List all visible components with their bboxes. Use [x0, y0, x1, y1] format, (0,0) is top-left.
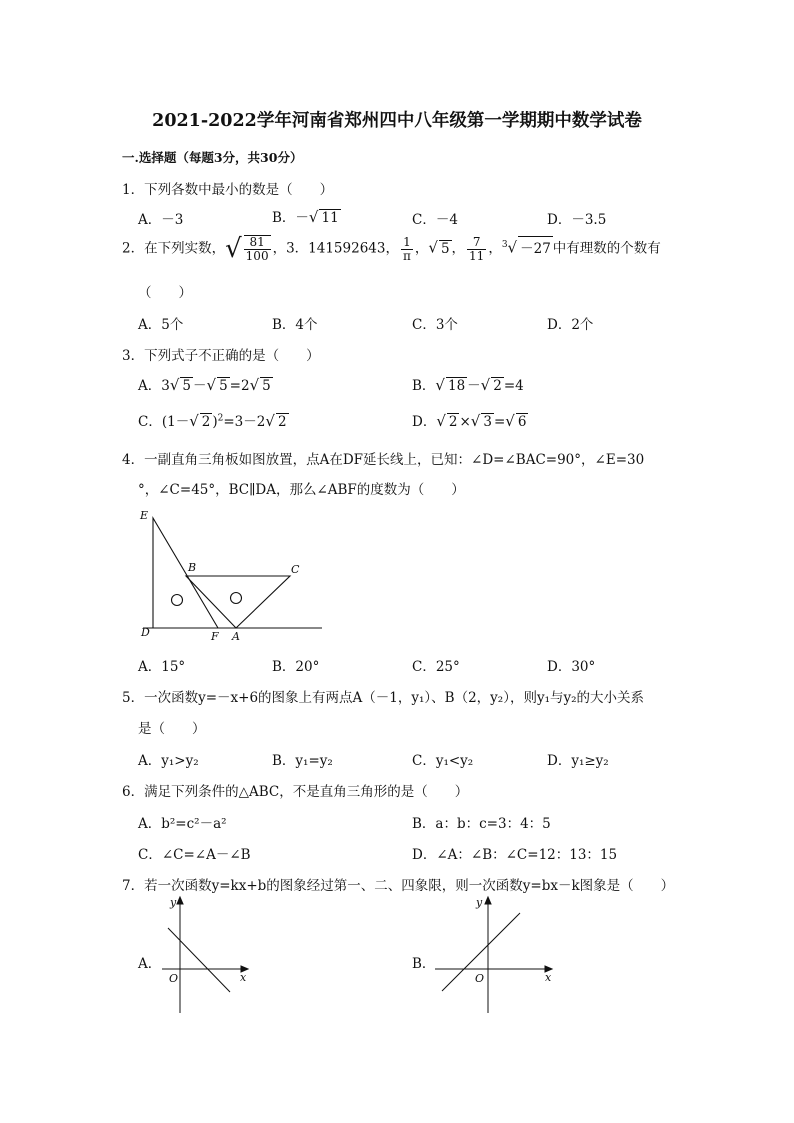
y-arrow-icon [485, 897, 491, 904]
text: ) [212, 414, 218, 430]
radicand: 2 [277, 414, 287, 430]
text: =2 [229, 378, 250, 394]
radicand: 6 [517, 414, 527, 430]
denominator: 100 [245, 249, 269, 263]
radicand: 2 [201, 414, 211, 430]
q2-text: ，3．141592643， [272, 240, 399, 257]
q4-option-d: D．30° [547, 659, 596, 675]
q1-stem: 1．下列各数中最小的数是（ ） [122, 182, 334, 198]
option-label: C． [138, 414, 162, 430]
q4-option-c: C．25° [412, 659, 460, 675]
q3-option-a [138, 374, 273, 394]
text: － [467, 378, 481, 394]
q2-fraction-1 [244, 235, 271, 263]
q2-suffix: 中有理数的个数有 [552, 240, 661, 257]
x-label: x [240, 971, 247, 984]
q7-option-b-label: B． [412, 956, 436, 972]
q5-option-d: D．y₁≥y₂ [547, 753, 609, 769]
hole-circle [172, 595, 183, 606]
radical-icon: √ [436, 412, 446, 430]
option-label: D． [412, 414, 437, 430]
q1-option-c: C．－4 [412, 212, 458, 228]
q2-text: ， [488, 240, 502, 257]
radical-icon: √ [308, 208, 319, 226]
denominator: π [402, 248, 411, 263]
q5-option-c: C．y₁<y₂ [412, 753, 474, 769]
label-a: A [232, 630, 240, 643]
radicand: 2 [493, 378, 502, 394]
section-heading: 一.选择题（每题3分，共30分） [122, 150, 303, 165]
q2-sqrt5: 5 [440, 240, 450, 257]
q2-option-c: C．3个 [412, 317, 458, 333]
q6-option-b: B．a：b：c=3：4：5 [412, 816, 551, 832]
radical-icon: √ [169, 376, 180, 394]
q2-text: ， [414, 240, 429, 257]
radicand: 2 [448, 414, 458, 430]
text: － [193, 378, 207, 394]
q7-graph-b [430, 893, 560, 1018]
cube-root-index: 3 [501, 240, 508, 250]
y-label: y [476, 896, 483, 909]
q1-option-b [272, 206, 341, 226]
radicand: 5 [219, 378, 228, 394]
q1-b-prefix: B．－ [272, 210, 309, 226]
q1-b-radicand: 11 [321, 210, 339, 226]
q2-option-b: B．4个 [272, 317, 318, 333]
triangle-edf [153, 518, 218, 628]
q1-option-d: D．－3.5 [547, 212, 607, 228]
radicand: 3 [483, 414, 492, 430]
radical-icon: √ [206, 376, 217, 394]
label-d: D [141, 626, 150, 639]
exponent: 2 [217, 413, 224, 424]
numerator: 1 [401, 236, 413, 250]
numerator: 81 [244, 236, 271, 250]
triangle-bac [186, 576, 290, 628]
q5-line2: 是（ ） [138, 721, 206, 737]
q6-option-a: A．b²=c²－a² [138, 816, 227, 832]
q2-paren: （ ） [138, 285, 192, 301]
x-label: x [545, 971, 552, 984]
q6-stem: 6．满足下列条件的△ABC，不是直角三角形的是（ ） [122, 784, 469, 800]
q7-stem: 7．若一次函数y=kx+b的图象经过第一、二、四象限，则一次函数y=bx－k图象是（ ） [122, 878, 675, 894]
hole-circle [231, 593, 242, 604]
q2-cube-radicand: －27 [518, 236, 553, 257]
q5-line1: 5．一次函数y=－x+6的图象上有两点A（－1，y₁）、B（2，y₂），则y₁与y₂的大小关系 [122, 690, 645, 706]
page-title: 2021-2022学年河南省郑州四中八年级第一学期期中数学试卷 [152, 111, 642, 131]
radical-icon: √ [189, 412, 199, 430]
q4-triangle-figure [130, 500, 330, 648]
q2-stem [122, 234, 661, 264]
text: = [493, 414, 506, 430]
radical-icon: √ [225, 234, 242, 264]
radical-icon: √ [507, 238, 518, 257]
radical-icon: √ [435, 376, 445, 394]
option-label: B． [412, 378, 436, 394]
q4-option-b: B．20° [272, 659, 320, 675]
q3-option-d [412, 410, 528, 430]
text: 3 [161, 378, 170, 394]
radicand: 5 [262, 378, 271, 394]
y-arrow-icon [177, 897, 183, 904]
label-e: E [140, 509, 149, 522]
q4-line1: 4．一副直角三角板如图放置，点A在DF延长线上，已知：∠D=∠BAC=90°，∠E=30 [122, 452, 645, 468]
q3-stem: 3．下列式子不正确的是（ ） [122, 348, 320, 364]
text: =4 [503, 378, 524, 394]
q1-option-a: A．－3 [138, 212, 184, 228]
q2-fraction-2 [401, 236, 413, 263]
q3-option-b [412, 374, 524, 394]
radical-icon: √ [470, 412, 481, 430]
q2-option-a: A．5个 [138, 317, 184, 333]
radical-icon: √ [480, 376, 491, 394]
option-label: A． [138, 378, 162, 394]
q6-option-d: D．∠A：∠B：∠C=12：13：15 [412, 847, 618, 863]
radicand: 18 [447, 378, 466, 394]
label-c: C [291, 563, 300, 576]
numerator: 7 [467, 236, 486, 250]
q2-text: ， [451, 240, 466, 257]
q5-option-b: B．y₁=y₂ [272, 753, 333, 769]
q2-fraction-3 [467, 236, 486, 263]
q7-option-a-label: A． [138, 956, 162, 972]
q4-line2: °，∠C=45°，BC∥DA，那么∠ABF的度数为（ ） [138, 482, 465, 498]
radicand: 5 [182, 378, 191, 394]
radical-icon: √ [265, 412, 275, 430]
q2-option-d: D．2个 [547, 317, 594, 333]
label-b: B [188, 561, 197, 574]
q4-option-a: A．15° [138, 659, 186, 675]
radical-icon: √ [505, 412, 515, 430]
text: (1－ [161, 414, 190, 430]
origin-label: O [169, 972, 179, 985]
q3-option-c [138, 410, 289, 430]
text: =3－2 [223, 414, 266, 430]
text: × [459, 414, 471, 430]
denominator: 11 [469, 248, 485, 263]
q6-option-c: C．∠C=∠A－∠B [138, 847, 251, 863]
y-label: y [170, 896, 177, 909]
label-f: F [211, 630, 219, 643]
radical-icon: √ [249, 376, 260, 394]
radical-icon: √ [428, 238, 438, 257]
q7-graph-a [150, 893, 255, 1018]
q5-option-a: A．y₁>y₂ [138, 753, 199, 769]
q2-prefix: 2．在下列实数， [122, 240, 226, 257]
origin-label: O [475, 972, 485, 985]
